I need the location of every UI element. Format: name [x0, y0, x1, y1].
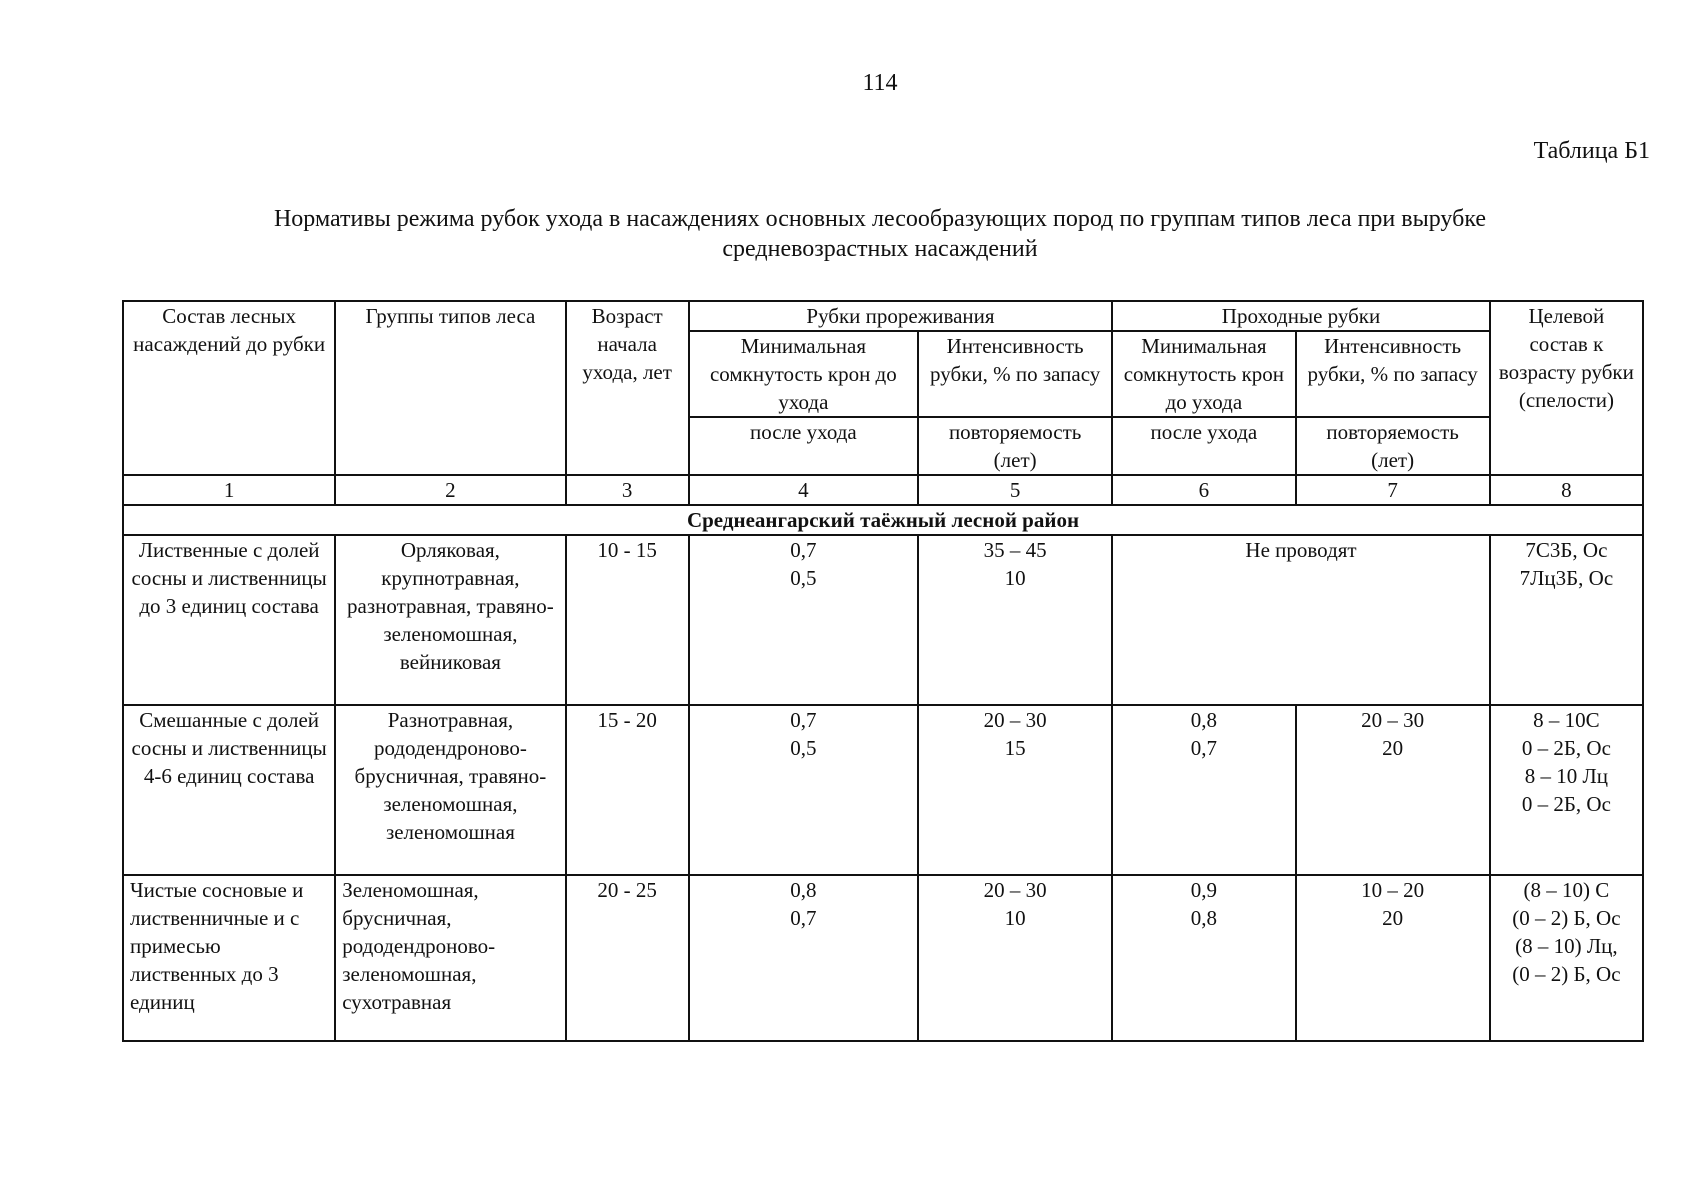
region-row: [123, 505, 1643, 535]
value-intensity: 35 – 45: [983, 538, 1047, 562]
col-number: 8: [1490, 475, 1643, 505]
header-repeat-passage: повторяемость (лет): [1296, 417, 1490, 475]
document-title: [150, 204, 1610, 264]
value-closure: 0,8: [1190, 708, 1217, 732]
header-min-closure-passage: Минимальная сомкнутость крон до ухода: [1112, 331, 1295, 417]
header-row-1: [123, 301, 1643, 331]
cell-passage-intensity: [1296, 875, 1490, 1041]
cell-target: [1490, 705, 1643, 875]
target-line: 8 – 10С: [1533, 708, 1600, 732]
cell-start-age: 15 - 20: [566, 705, 689, 875]
page-number: 114: [862, 70, 898, 96]
value-closure: 0,9: [1190, 878, 1217, 902]
value-after: 0,7: [790, 906, 817, 930]
col-number: 5: [918, 475, 1112, 505]
col-number: 4: [689, 475, 918, 505]
col-number: 1: [123, 475, 335, 505]
target-line: 0 – 2Б, Ос: [1521, 736, 1611, 760]
value-closure: 0,7: [790, 708, 817, 732]
value-repeat: 10: [1004, 566, 1026, 590]
header-passage: Проходные рубки: [1112, 301, 1490, 331]
cell-composition: Смешанные с долей сосны и лиственницы 4-6 единиц состава: [123, 705, 335, 875]
header-after-thinning: после ухода: [689, 417, 918, 475]
target-line: (8 – 10) С: [1523, 878, 1610, 902]
value-repeat: 20: [1382, 906, 1404, 930]
cell-composition: Чистые сосновые и лиственничные и с примесью лиственных до 3 единиц: [123, 875, 335, 1041]
header-repeat-thinning: повторяемость (лет): [918, 417, 1112, 475]
title-line-1: Нормативы режима рубок ухода в насаждениях основных лесообразующих пород по группам типов леса при вырубке: [273, 206, 1487, 232]
value-intensity: 20 – 30: [983, 878, 1047, 902]
col-number: 6: [1112, 475, 1295, 505]
table-row: [123, 535, 1643, 705]
value-intensity: 20 – 30: [983, 708, 1047, 732]
table-row: [123, 705, 1643, 875]
cell-thinning-closure: [689, 875, 918, 1041]
title-line-2: средневозрастных насаждений: [722, 236, 1038, 262]
cell-target: [1490, 875, 1643, 1041]
header-target: Целевой состав к возрасту рубки (спелости): [1490, 301, 1643, 475]
header-composition: Состав лесных насаждений до рубки: [123, 301, 335, 475]
cell-passage-intensity: [1296, 705, 1490, 875]
value-repeat: 15: [1004, 736, 1026, 760]
value-repeat: 10: [1004, 906, 1026, 930]
table-label: Таблица Б1: [1533, 138, 1650, 164]
value-intensity: 10 – 20: [1361, 878, 1425, 902]
value-after: 0,5: [790, 736, 817, 760]
target-line: 7С3Б, Ос: [1525, 538, 1608, 562]
target-line: (0 – 2) Б, Ос: [1512, 906, 1621, 930]
header-intensity-thinning: Интенсивность рубки, % по запасу: [918, 331, 1112, 417]
cell-forest-groups: Разнотравная, рододендроново-брусничная, травяно-зеленомошная, зеленомошная: [335, 705, 565, 875]
target-line: (0 – 2) Б, Ос: [1512, 962, 1621, 986]
header-start-age: Возраст начала ухода, лет: [566, 301, 689, 475]
cell-target: [1490, 535, 1643, 705]
cell-forest-groups: Зеленомошная, брусничная, рододендроново-зеленомошная, сухотравная: [335, 875, 565, 1041]
value-after: 0,7: [1190, 736, 1217, 760]
cell-start-age: 10 - 15: [566, 535, 689, 705]
norms-table: [122, 300, 1644, 1042]
col-number: 3: [566, 475, 689, 505]
value-intensity: 20 – 30: [1361, 708, 1425, 732]
header-intensity-passage: Интенсивность рубки, % по запасу: [1296, 331, 1490, 417]
cell-passage-note: Не проводят: [1112, 535, 1490, 705]
value-repeat: 20: [1382, 736, 1404, 760]
target-line: 0 – 2Б, Ос: [1521, 792, 1611, 816]
header-forest-groups: Группы типов леса: [335, 301, 565, 475]
value-after: 0,5: [790, 566, 817, 590]
target-line: (8 – 10) Лц,: [1515, 934, 1618, 958]
cell-passage-closure: [1112, 875, 1295, 1041]
cell-thinning-closure: [689, 705, 918, 875]
table-row: [123, 875, 1643, 1041]
col-number: 2: [335, 475, 565, 505]
target-line: 8 – 10 Лц: [1524, 764, 1608, 788]
cell-passage-closure: [1112, 705, 1295, 875]
value-closure: 0,8: [790, 878, 817, 902]
cell-forest-groups: Орляковая, крупнотравная, разнотравная, травяно-зеленомошная, вейниковая: [335, 535, 565, 705]
cell-thinning-intensity: [918, 705, 1112, 875]
value-closure: 0,7: [790, 538, 817, 562]
cell-composition: Лиственные с долей сосны и лиственницы до 3 единиц состава: [123, 535, 335, 705]
col-number: 7: [1296, 475, 1490, 505]
cell-start-age: 20 - 25: [566, 875, 689, 1041]
cell-thinning-intensity: [918, 875, 1112, 1041]
header-thinning: Рубки прореживания: [689, 301, 1113, 331]
column-number-row: [123, 475, 1643, 505]
cell-thinning-closure: [689, 535, 918, 705]
header-min-closure-thinning: Минимальная сомкнутость крон до ухода: [689, 331, 918, 417]
header-after-passage: после ухода: [1112, 417, 1295, 475]
cell-thinning-intensity: [918, 535, 1112, 705]
value-after: 0,8: [1190, 906, 1217, 930]
region-title: Среднеангарский таёжный лесной район: [123, 505, 1643, 535]
target-line: 7Лц3Б, Ос: [1519, 566, 1614, 590]
